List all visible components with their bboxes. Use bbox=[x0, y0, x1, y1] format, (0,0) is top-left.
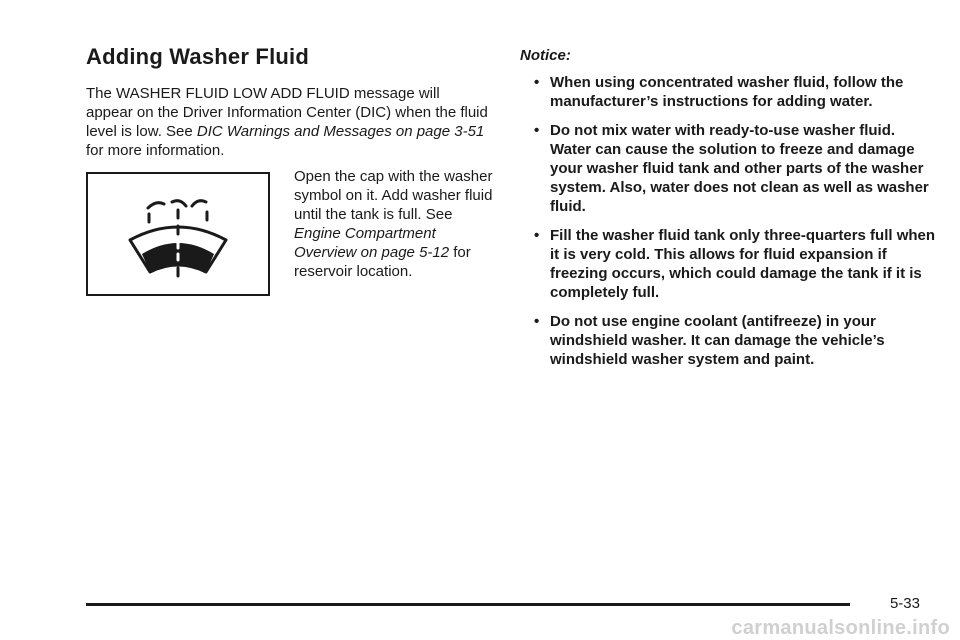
notice-item-text: When using concentrated washer fluid, follow the manufacturer’s instructions for adding water. bbox=[550, 74, 904, 110]
intro-paragraph bbox=[86, 84, 490, 160]
notice-item bbox=[520, 121, 940, 216]
bullet-icon: • bbox=[534, 122, 540, 139]
notice-list bbox=[520, 73, 940, 369]
notice-item bbox=[520, 73, 940, 111]
section-title: Adding Washer Fluid bbox=[86, 44, 309, 69]
intro-cross-reference: DIC Warnings and Messages on page 3-51 bbox=[196, 123, 485, 140]
intro-tail: for more information. bbox=[86, 142, 225, 159]
notice-item-text: Do not use engine coolant (antifreeze) in your windshield washer. It can damage the vehicle’s windshield washer system and paint. bbox=[550, 313, 885, 368]
washer-fluid-symbol-icon bbox=[88, 174, 268, 294]
notice-item bbox=[520, 226, 940, 302]
bullet-icon: • bbox=[534, 227, 540, 244]
reservoir-text: Open the cap with the washer symbol on it. Add washer fluid until the tank is full. See bbox=[294, 168, 493, 223]
reservoir-cross-reference: Engine Compartment Overview on page 5-12 bbox=[294, 225, 450, 261]
notice-column bbox=[520, 46, 940, 379]
washer-symbol-figure bbox=[86, 172, 270, 296]
page-number: 5-33 bbox=[889, 595, 920, 612]
footer-rule bbox=[86, 603, 850, 606]
watermark: carmanualsonline.info bbox=[731, 617, 950, 639]
notice-title: Notice: bbox=[520, 47, 571, 64]
reservoir-tail: for reservoir location. bbox=[294, 244, 471, 280]
intro-text: The WASHER FLUID LOW ADD FLUID message will appear on the Driver Information Center (DIC) when the fluid level is low. See bbox=[86, 85, 488, 140]
notice-item-text: Do not mix water with ready-to-use washer fluid. Water can cause the solution to freeze and damage your washer fluid tank and other parts of the washer system. Also, water does not clean as well as washer fluid. bbox=[550, 122, 929, 215]
notice-item-text: Fill the washer fluid tank only three-quarters full when it is very cold. This allows for fluid expansion if freezing occurs, which could damage the tank if it is completely full. bbox=[550, 227, 936, 301]
bullet-icon: • bbox=[534, 74, 540, 91]
reservoir-paragraph bbox=[294, 167, 494, 281]
notice-item bbox=[520, 312, 940, 369]
left-column bbox=[86, 42, 490, 160]
bullet-icon: • bbox=[534, 313, 540, 330]
